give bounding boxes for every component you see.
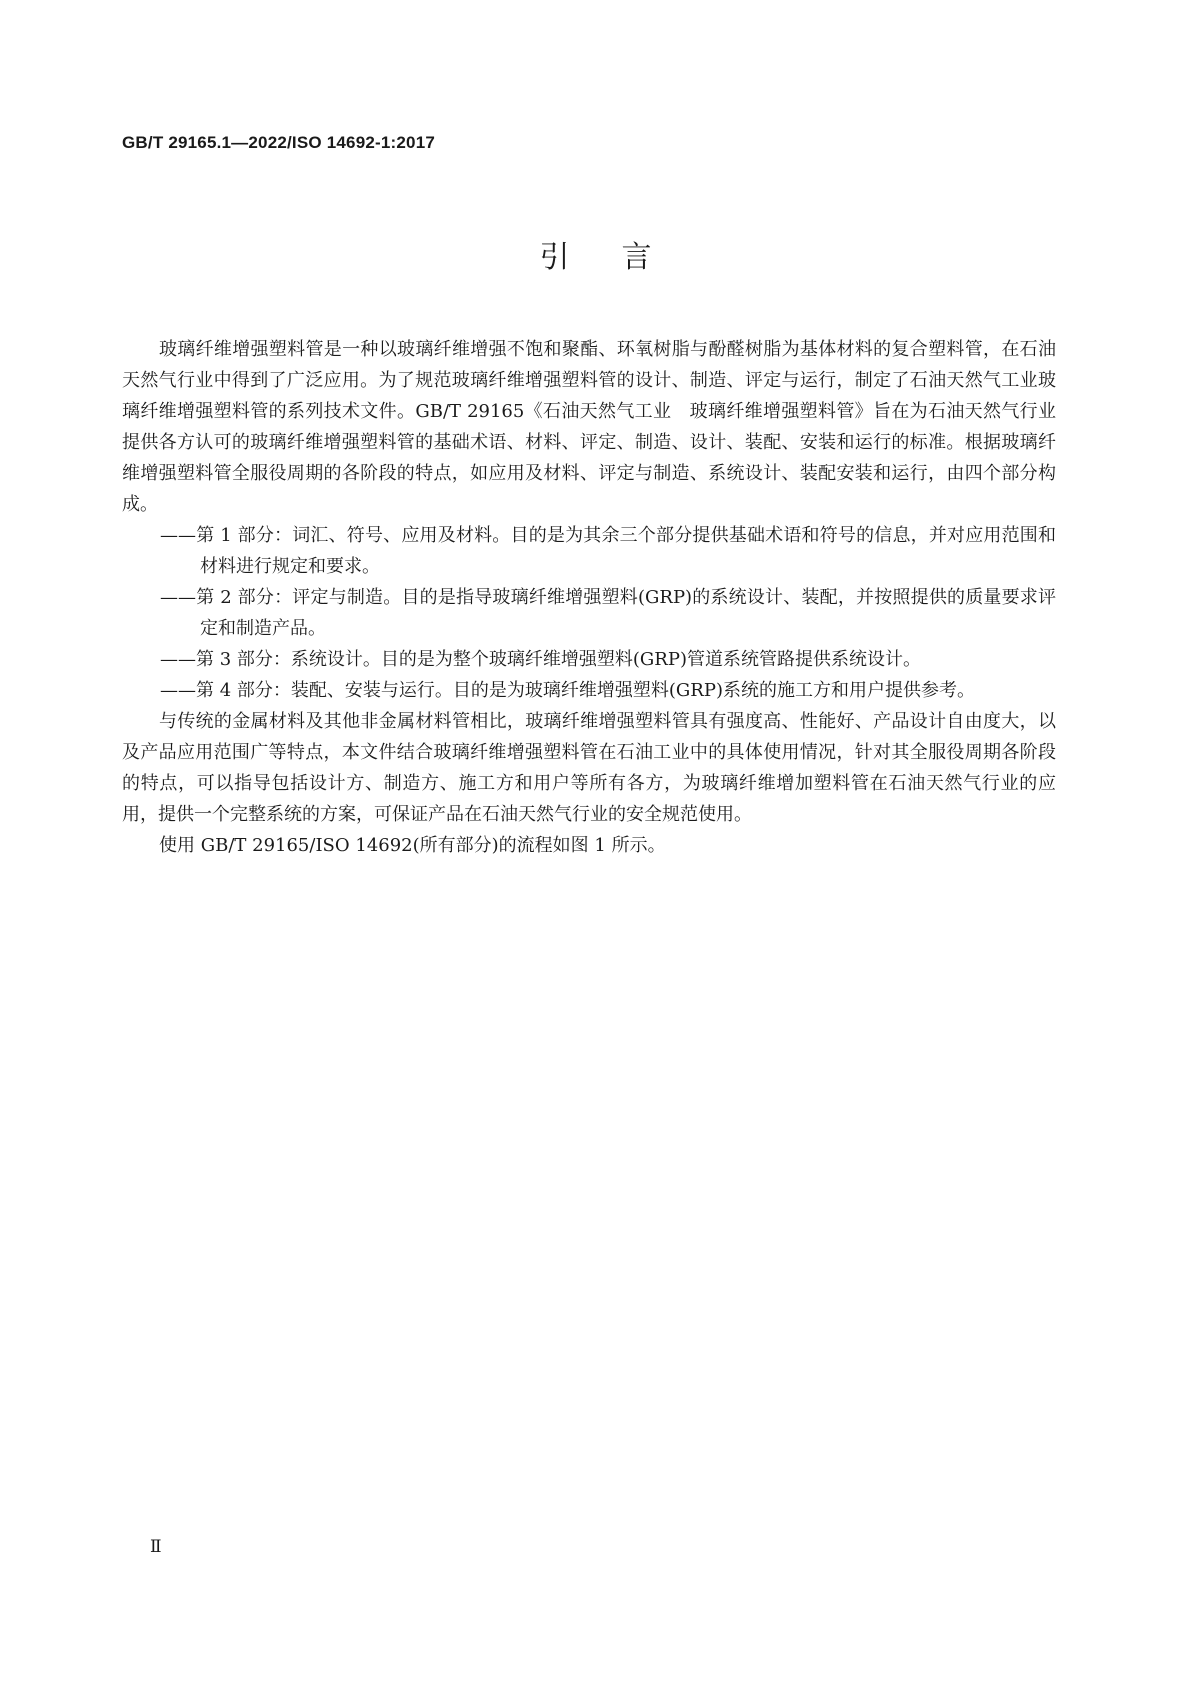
introduction-body (122, 334, 1056, 861)
flow-paragraph: 使用 GB/T 29165/ISO 14692(所有部分)的流程如图 1 所示。 (159, 835, 666, 856)
comparison-paragraph: 与传统的金属材料及其他非金属材料管相比，玻璃纤维增强塑料管具有强度高、性能好、产品设计自由度大，以及产品应用范围广等特点，本文件结合玻璃纤维增强塑料管在石油工业中的具体使用情况，针对其全服役周期各阶段的特点，可以指导包括设计方、制造方、施工方和用户等所有各方，为玻璃纤维增加塑料管在石油天然气行业的应用，提供一个完整系统的方案，可保证产品在石油天然气行业的安全规范使用。 (122, 711, 1056, 825)
page-title: 引言 (539, 240, 704, 275)
part-3-item: ——第 3 部分：系统设计。目的是为整个玻璃纤维增强塑料(GRP)管道系统管路提供系统设计。 (160, 649, 921, 670)
page-number: Ⅱ (150, 1537, 162, 1557)
part-1-item: ——第 1 部分：词汇、符号、应用及材料。目的是为其余三个部分提供基础术语和符号的信息，并对应用范围和材料进行规定和要求。 (160, 525, 1056, 577)
part-4-item: ——第 4 部分：装配、安装与运行。目的是为玻璃纤维增强塑料(GRP)系统的施工方和用户提供参考。 (160, 680, 975, 701)
standard-number-header: GB/T 29165.1—2022/ISO 14692-1:2017 (122, 133, 435, 152)
intro-paragraph: 玻璃纤维增强塑料管是一种以玻璃纤维增强不饱和聚酯、环氧树脂与酚醛树脂为基体材料的复合塑料管，在石油天然气行业中得到了广泛应用。为了规范玻璃纤维增强塑料管的设计、制造、评定与运行，制定了石油天然气工业玻璃纤维增强塑料管的系列技术文件。GB/T 29165《石油天然气工业 玻璃纤维增强塑料管》旨在为石油天然气行业提供各方认可的玻璃纤维增强塑料管的基础术语、材料、评定、制造、设计、装配、安装和运行的标准。根据玻璃纤维增强塑料管全服役周期的各阶段的特点，如应用及材料、评定与制造、系统设计、装配安装和运行，由四个部分构成。 (122, 339, 1056, 515)
part-2-item: ——第 2 部分：评定与制造。目的是指导玻璃纤维增强塑料(GRP)的系统设计、装配，并按照提供的质量要求评定和制造产品。 (160, 587, 1056, 639)
